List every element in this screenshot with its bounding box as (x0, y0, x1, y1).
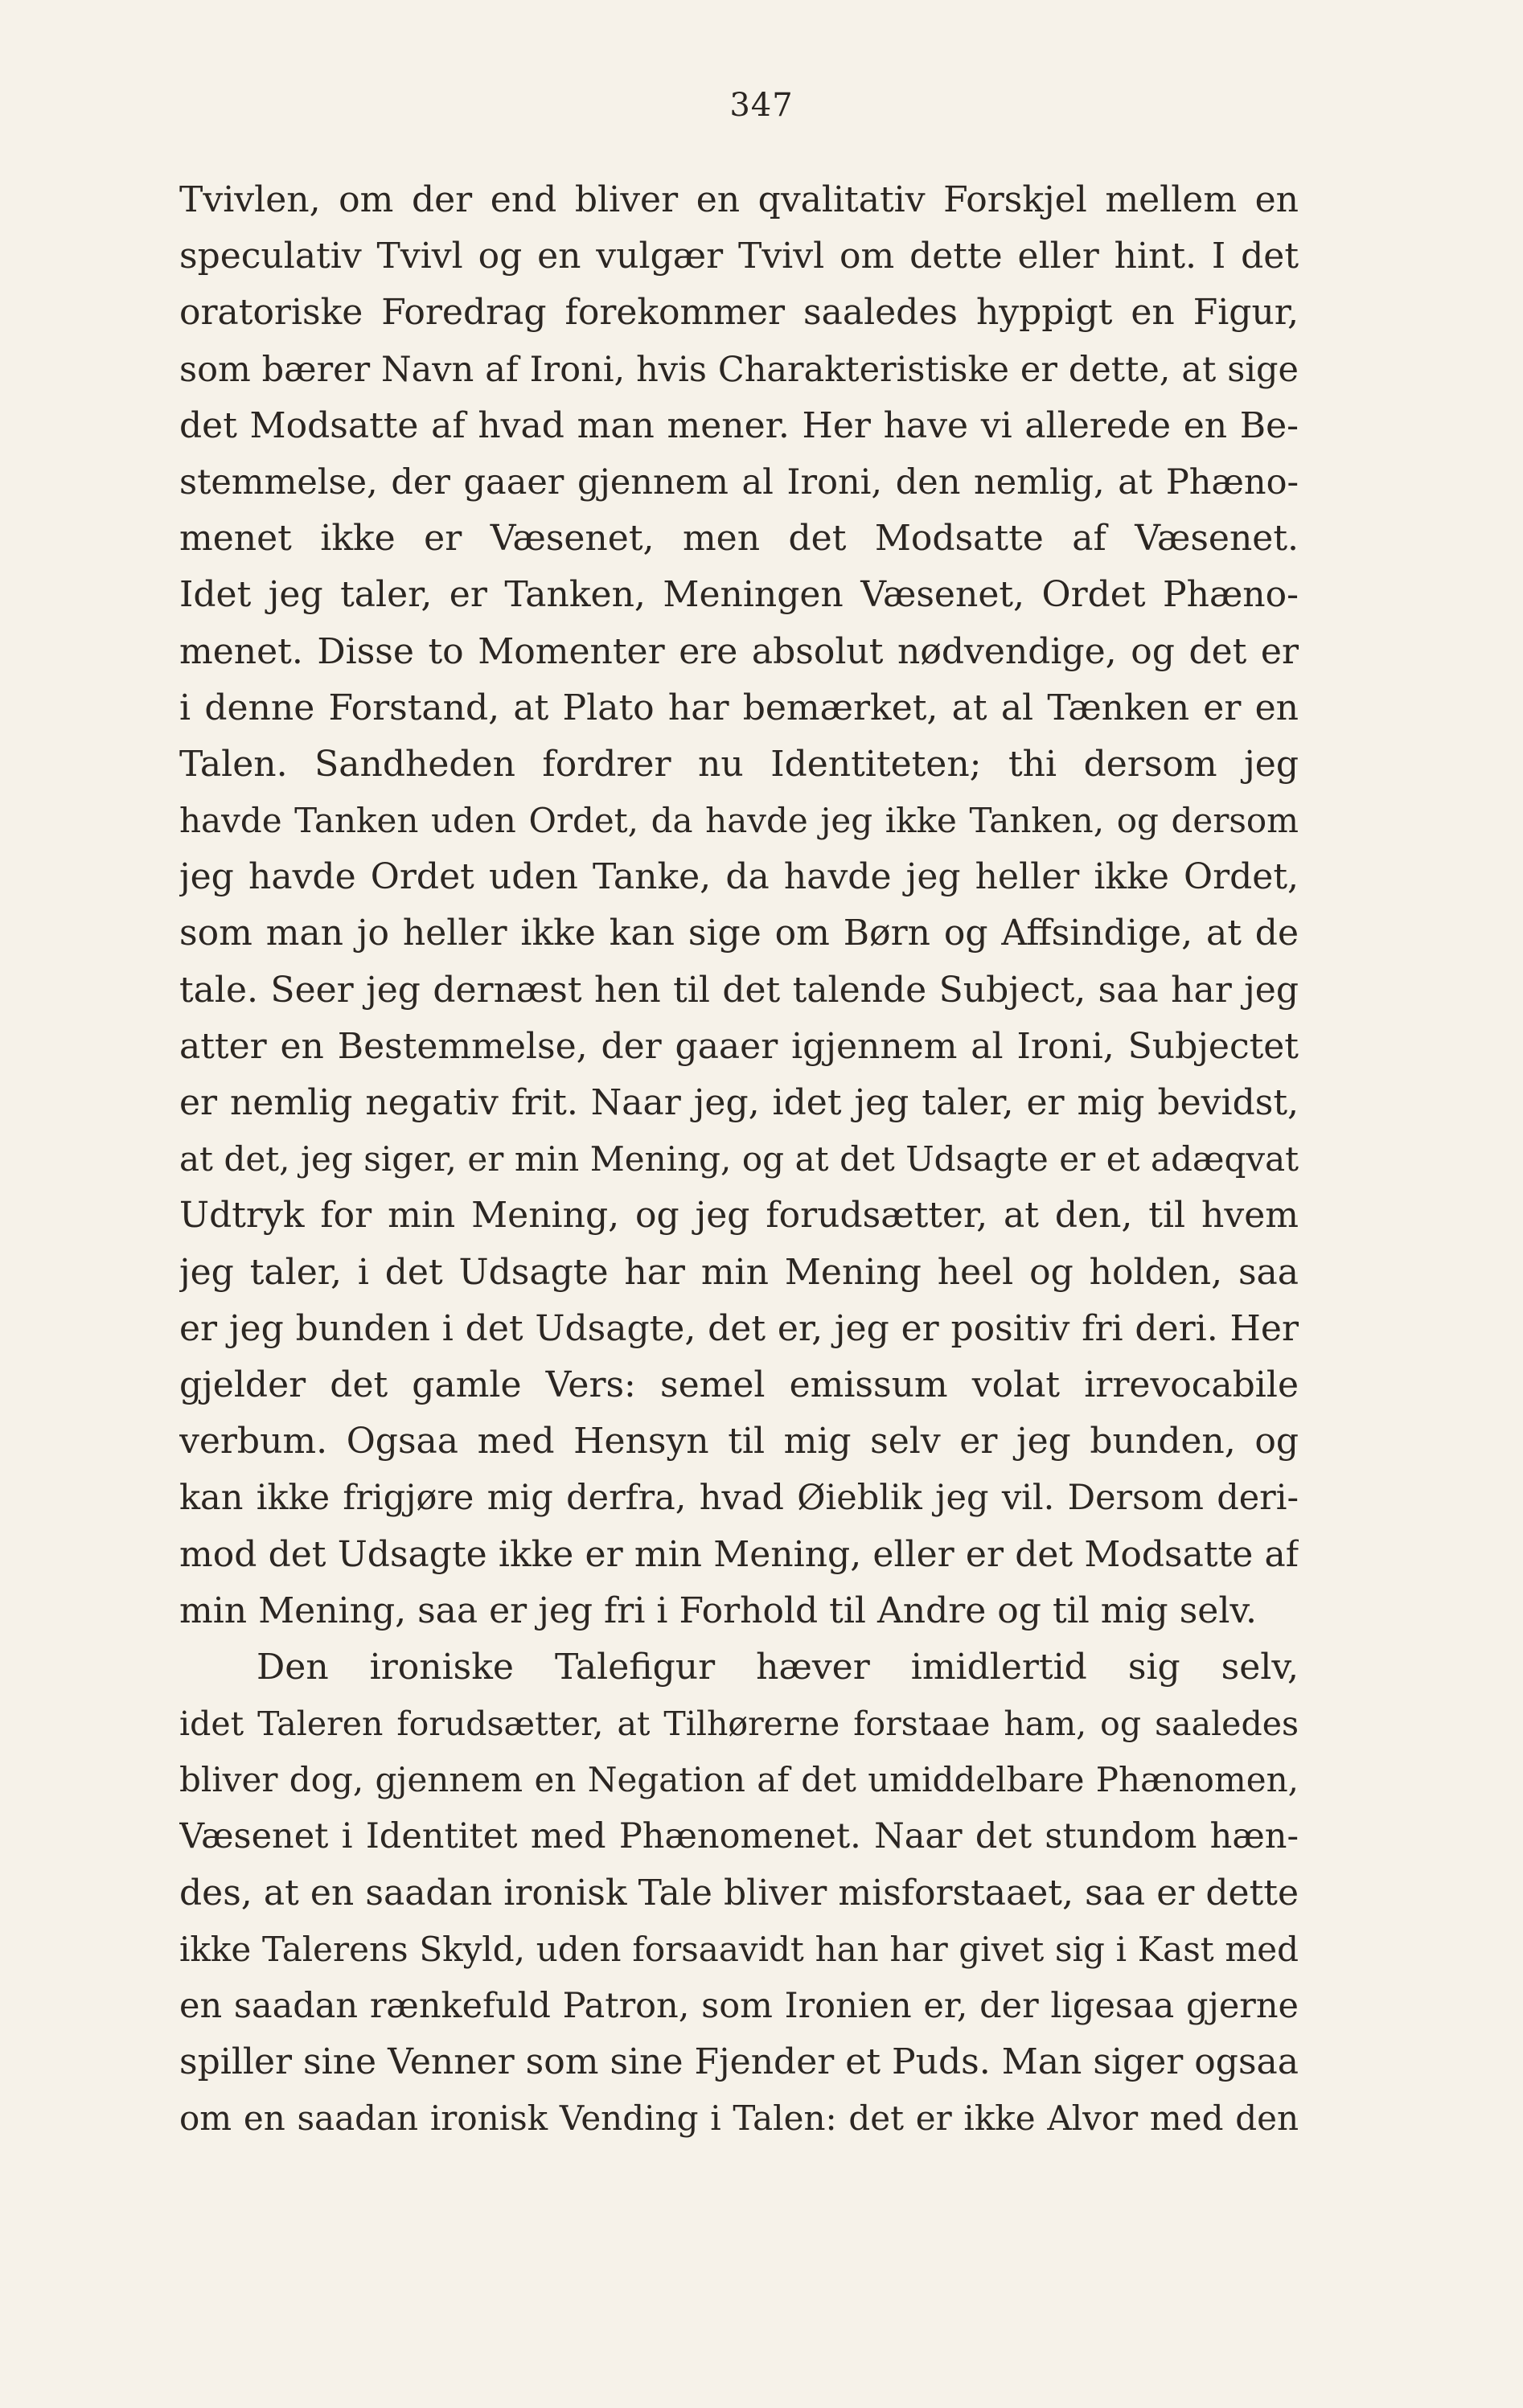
text-line: om en saadan ironisk Vending i Talen: det er ikke Alvor med den (179, 2098, 1299, 2139)
text-line: Væsenet i Identitet med Phænomenet. Naar det stundom hæn- (179, 1816, 1299, 1857)
text-line: menet. Disse to Momenter ere absolut nødvendige, og det er (179, 630, 1299, 672)
text-line: som man jo heller ikke kan sige om Børn og Affsindige, at de (179, 913, 1299, 954)
text-line: bliver dog, gjennem en Negation af det umiddelbare Phænomen, (179, 1760, 1299, 1800)
text-line: stemmelse, der gaaer gjennem al Ironi, den nemlig, at Phæno- (179, 461, 1299, 503)
page-number: 347 (729, 87, 794, 124)
text-line: verbum. Ogsaa med Hensyn til mig selv er jeg bunden, og (179, 1421, 1299, 1462)
text-line: atter en Bestemmelse, der gaaer igjennem al Ironi, Subjectet (179, 1025, 1299, 1067)
text-line: ikke Talerens Skyld, uden forsaavidt han har givet sig i Kast med (179, 1929, 1299, 1969)
text-line: Talen. Sandheden fordrer nu Identiteten; thi dersom jeg (179, 743, 1299, 785)
text-line: er jeg bunden i det Udsagte, det er, jeg er positiv fri deri. Her (179, 1307, 1299, 1349)
text-line: kan ikke frigjøre mig derfra, hvad Øieblik jeg vil. Dersom deri- (179, 1478, 1299, 1519)
text-line: jeg havde Ordet uden Tanke, da havde jeg heller ikke Ordet, (179, 856, 1299, 898)
text-line: som bærer Navn af Ironi, hvis Charakteristiske er dette, at sige (179, 349, 1299, 390)
text-line: i denne Forstand, at Plato har bemærket, at al Tænken er en (179, 687, 1299, 728)
text-line: idet Taleren forudsætter, at Tilhørerne forstaae ham, og saaledes (179, 1704, 1299, 1744)
text-line: oratoriske Foredrag forekommer saaledes hyppigt en Figur, (179, 292, 1299, 334)
text-line: spiller sine Venner som sine Fjender et Puds. Man siger ogsaa (179, 2041, 1299, 2083)
text-line: at det, jeg siger, er min Mening, og at det Udsagte er et adæqvat (179, 1139, 1299, 1179)
text-line: des, at en saadan ironisk Tale bliver misforstaaet, saa er dette (179, 1872, 1299, 1914)
text-line: menet ikke er Væsenet, men det Modsatte af Væsenet. (179, 518, 1299, 560)
text-line: Idet jeg taler, er Tanken, Meningen Væsenet, Ordet Phæno- (179, 574, 1299, 616)
body-text (179, 172, 1299, 2148)
text-line: mod det Udsagte ikke er min Mening, eller er det Modsatte af (179, 1533, 1299, 1575)
text-line: jeg taler, i det Udsagte har min Mening heel og holden, saa (179, 1251, 1299, 1293)
text-line: det Modsatte af hvad man mener. Her have vi allerede en Be- (179, 404, 1299, 446)
text-line: speculativ Tvivl og en vulgær Tvivl om dette eller hint. I det (179, 236, 1299, 277)
text-line: Tvivlen, om der end bliver en qvalitativ Forskjel mellem en (179, 179, 1299, 220)
text-line: Den ironiske Talefigur hæver imidlertid sig selv, (257, 1646, 1299, 1688)
text-line: en saadan rænkefuld Patron, som Ironien er, der ligesaa gjerne (179, 1986, 1299, 2026)
text-line: havde Tanken uden Ordet, da havde jeg ikke Tanken, og dersom (179, 801, 1299, 841)
text-line: min Mening, saa er jeg fri i Forhold til Andre og til mig selv. (179, 1590, 1258, 1631)
text-line: Udtryk for min Mening, og jeg forudsætter, at den, til hvem (179, 1195, 1299, 1237)
text-line: er nemlig negativ frit. Naar jeg, idet jeg taler, er mig bevidst, (179, 1082, 1299, 1123)
text-line: tale. Seer jeg dernæst hen til det talende Subject, saa har jeg (179, 969, 1299, 1011)
text-line: gjelder det gamle Vers: semel emissum volat irrevocabile (179, 1364, 1299, 1405)
